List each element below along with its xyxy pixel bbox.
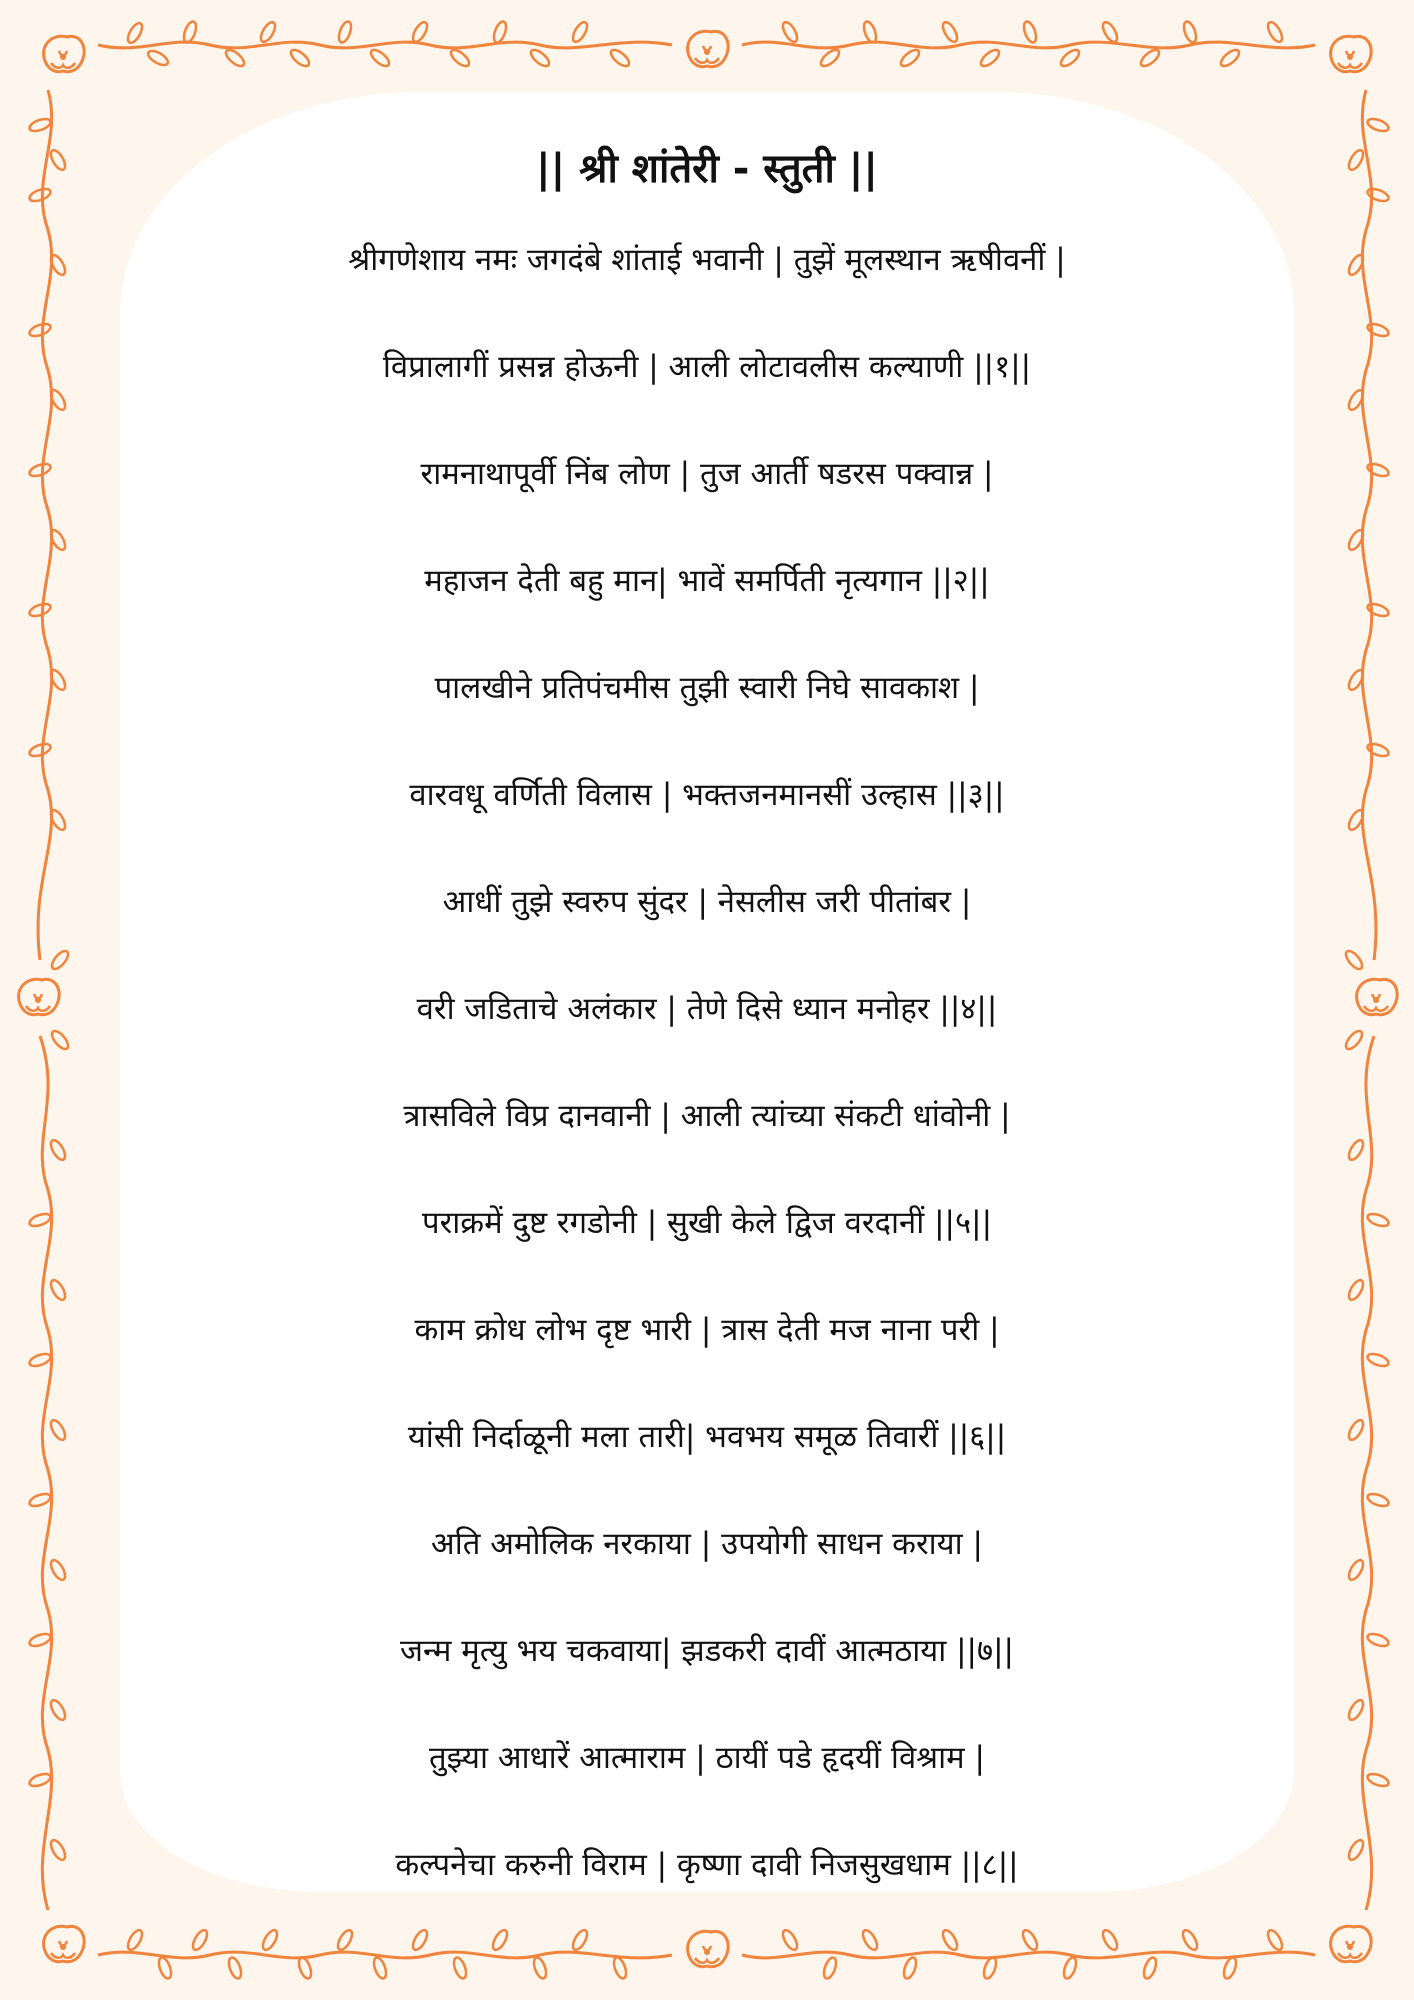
verse-line: रामनाथापूर्वी निंब लोण | तुज आर्ती षडरस पक्वान्न |: [420, 456, 994, 492]
verse-line: जन्म मृत्यु भय चकवाया| झडकरी दावीं आत्मठाया ||७||: [399, 1633, 1015, 1669]
verse-line: यांसी निर्दाळूनी मला तारी| भवभय समूळ तिवारीं ||६||: [407, 1419, 1007, 1455]
verse-line: पालखीने प्रतिपंचमीस तुझी स्वारी निघे सावकाश |: [434, 670, 980, 706]
verse-line: श्रीगणेशाय नमः जगदंबे शांताई भवानी | तुझें मूलस्थान ऋषीवनीं |: [348, 242, 1066, 278]
verse-line: त्रासविले विप्र दानवानी | आली त्यांच्या संकटी धांवोनी |: [403, 1098, 1011, 1134]
verse-line: पराक्रमें दुष्ट रगडोनी | सुखी केले द्विज वरदानीं ||५||: [421, 1205, 993, 1241]
verse-line: कल्पनेचा करुनी विराम | कृष्णा दावी निजसुखधाम ||८||: [395, 1847, 1019, 1883]
verse-line: वारवधू वर्णिती विलास | भक्तजनमानसीं उल्हास ||३||: [409, 777, 1005, 813]
verse-line: काम क्रोध लोभ दृष्ट भारी | त्रास देती मज नाना परी |: [414, 1312, 1000, 1348]
page-title: || श्री शांतेरी - स्तुती ||: [536, 145, 878, 192]
verse-line: विप्रालागीं प्रसन्न होऊनी | आली लोटावलीस कल्याणी ||१||: [382, 349, 1032, 385]
verse-line: तुझ्या आधारें आत्माराम | ठायीं पडे हृदयीं विश्राम |: [428, 1740, 985, 1776]
verse-line: महाजन देती बहु मान| भावें समर्पिती नृत्यगान ||२||: [424, 563, 990, 599]
verse-line: आधीं तुझे स्वरुप सुंदर | नेसलीस जरी पीतांबर |: [442, 884, 972, 920]
verse-line: वरी जडिताचे अलंकार | तेणे दिसे ध्यान मनोहर ||४||: [416, 991, 998, 1027]
verse-list: [0, 230, 1414, 1942]
verse-line: अति अमोलिक नरकाया | उपयोगी साधन कराया |: [431, 1526, 983, 1562]
